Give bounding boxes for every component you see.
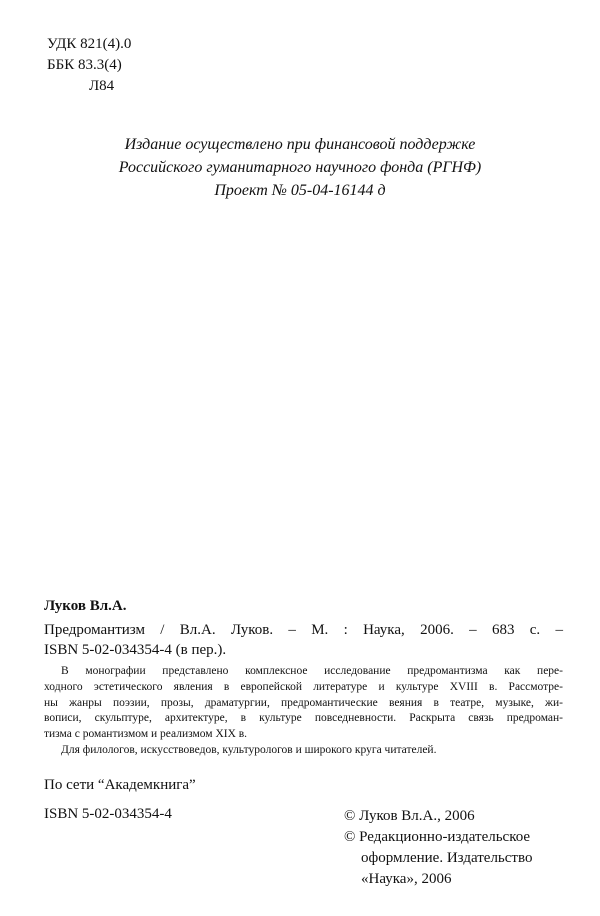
copyright-block (344, 806, 532, 890)
project-number: Проект № 05-04-16144 д (214, 182, 386, 199)
bibliographic-entry: Предромантизм / Вл.А. Луков. – М. : Наука, 2006. – 683 с. – (44, 622, 563, 638)
bbk-code: ББК 83.3(4) (47, 57, 122, 73)
copyright-line: «Наука», 2006 (361, 871, 452, 887)
copyright-line: © Луков Вл.А., 2006 (344, 808, 475, 824)
bibliographic-record (44, 620, 563, 660)
distribution-note: По сети “Академкнига” (44, 777, 196, 793)
funding-note-line: Издание осуществлено при финансовой поддержке (124, 136, 476, 153)
funding-note (0, 133, 600, 202)
copyright-line: оформление. Издательство (361, 850, 533, 866)
abstract-line: тизма с романтизмом и реализмом XIX в. (44, 728, 248, 741)
author-sign: Л84 (89, 78, 115, 94)
bibliographic-isbn: ISBN 5-02-034354-4 (в пер.). (44, 642, 227, 658)
abstract-line: ходного эстетического явления в европейской литературе и культуре XVIII в. Рассмотре- (44, 680, 563, 693)
udk-code: УДК 821(4).0 (47, 36, 132, 52)
author-heading: Луков Вл.А. (44, 598, 127, 614)
audience-note: Для филологов, искусствоведов, культурологов и широкого круга читателей. (61, 743, 437, 756)
funding-note-line: Российского гуманитарного научного фонда (РГНФ) (118, 159, 482, 176)
isbn: ISBN 5-02-034354-4 (44, 806, 172, 822)
copyright-line: © Редакционно-издательское (344, 829, 531, 845)
abstract-line: ны жанры поэзии, прозы, драматургии, предромантические веяния в театре, музыке, жи- (44, 696, 563, 709)
abstract-line: вописи, скульптуре, архитектуре, в культуре повседневности. Раскрыта связь предроман- (44, 712, 563, 725)
abstract (44, 664, 563, 759)
abstract-line: В монографии представлено комплексное исследование предромантизма как пере- (61, 665, 563, 677)
